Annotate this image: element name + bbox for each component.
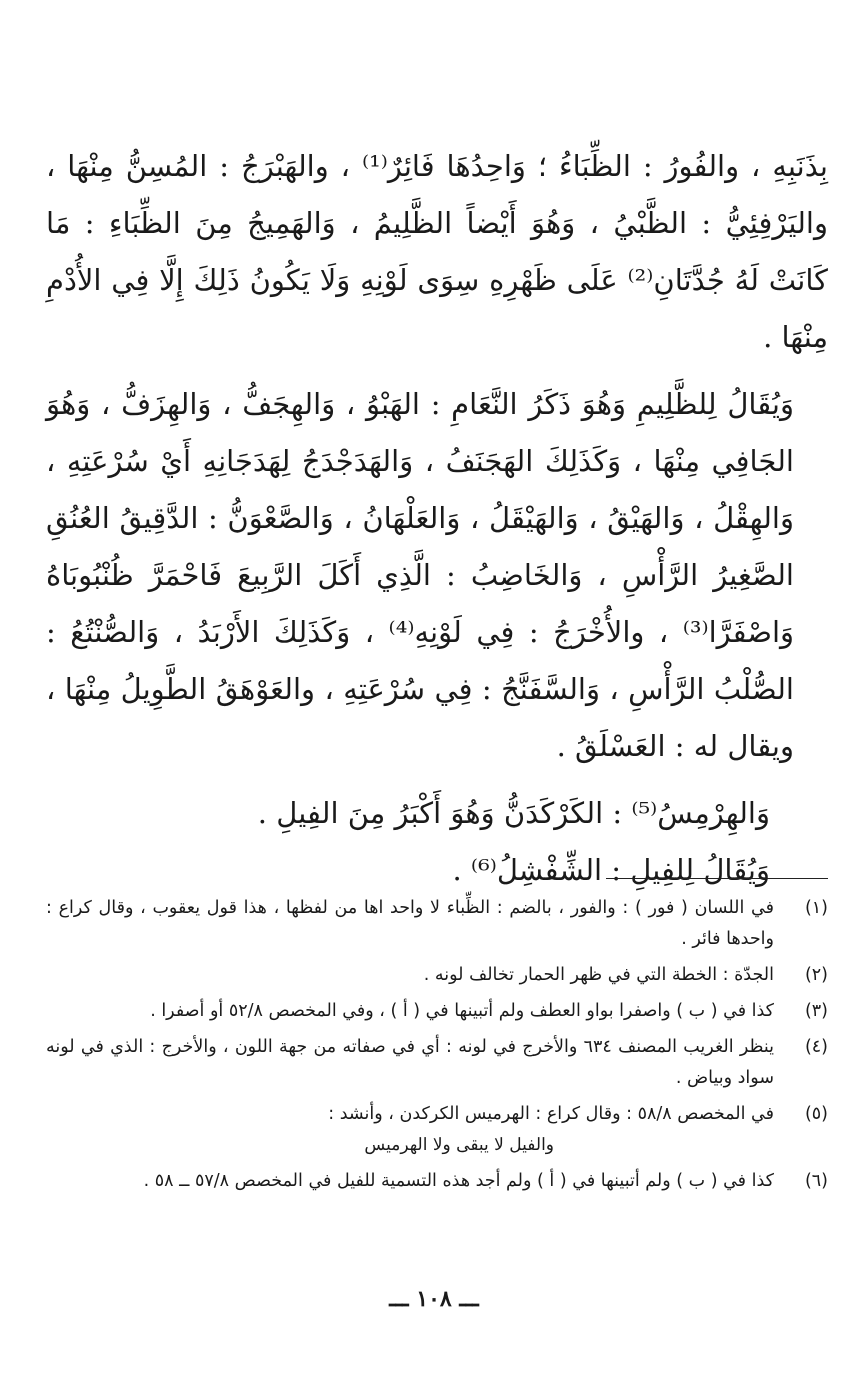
main-paragraph-4: وَيُقَالُ لِلفِيلِ : الشِّفْشِلُ⁽⁶⁾ . [452, 853, 770, 887]
footnote-number: (٦) [804, 1171, 828, 1191]
footnote-text: كذا في ( ب ) ولم أتبينها في ( أ ) ولم أجد هذه التسمية للفيل في المخصص ٥٧/٨ ــ ٥٨ . [143, 1171, 774, 1191]
footnote-number: (٣) [804, 1001, 828, 1021]
footnote-text: في اللسان ( فور ) : والفور ، بالضم : الظِّباء لا واحد اها من لفظها ، هذا قول يعقوب ، وقال كراع : واحدها فائر . [46, 898, 774, 949]
footnote-text: كذا في ( ب ) واصفرا بواو العطف ولم أتبينها في ( أ ) ، وفي المخصص ٥٢/٨ أو أصفرا . [150, 1001, 774, 1021]
footnote-text: في المخصص ٥٨/٨ : وقال كراع : الهرميس الكركدن ، وأنشد : [328, 1104, 774, 1124]
main-paragraph-1: بِذَنَبِهِ ، والفُورُ : الظِّبَاءُ ؛ وَاحِدُهَا فَائِرٌ⁽¹⁾ ، والهَبْرَجُ : المُسِنُّ مِنْهَا ، واليَرْفِئِيُّ : الظَّبْيُ ، وَهُوَ أَيْضاً الظَّلِيمُ ، وَالهَمِيجُ مِنَ الظِّبَاءِ : مَا كَانَتْ لَهُ جُدَّتَانِ⁽²⁾ عَلَى ظَهْرِهِ سِوَى لَوْنِهِ وَلَا يَكُونُ ذَلِكَ إِلَّا فِي الأُدْمِ مِنْهَا . [46, 149, 828, 354]
footnote-4 [46, 1032, 828, 1094]
footnote-5 [46, 1099, 828, 1161]
main-text [46, 138, 828, 899]
footnote-text: ينظر الغريب المصنف ٦٣٤ والأخرج في لونه : أي في صفاته من جهة اللون ، والأخرج : الذي في لونه سواد وبياض . [46, 1037, 775, 1088]
footnote-2 [46, 960, 828, 991]
footnote-6 [46, 1166, 828, 1197]
main-paragraph-3: وَالهِرْمِسُ⁽⁵⁾ : الكَرْكَدَنُّ وَهُوَ أَكْبَرُ مِنَ الفِيلِ . [257, 796, 770, 830]
footnote-number: (٢) [804, 965, 828, 985]
footnotes [46, 893, 828, 1202]
footnote-number: (٥) [804, 1104, 828, 1124]
footnote-3 [46, 996, 828, 1027]
page-number: ـــ ١٠٨ ـــ [389, 1286, 479, 1312]
footnote-1 [46, 893, 828, 955]
footnote-number: (١) [804, 898, 828, 918]
footnote-number: (٤) [804, 1037, 828, 1057]
footnote-verse: والفيل لا يبقى ولا الهرميس [364, 1135, 554, 1155]
footnote-separator [606, 878, 828, 879]
footnote-text: الجدّة : الخطة التي في ظهر الحمار تخالف لونه . [423, 965, 774, 985]
main-paragraph-2: وَيُقَالُ لِلظَّلِيمِ وَهُوَ ذَكَرُ النَّعَامِ : الهَبْوُ ، وَالهِجَفُّ ، وَالهِزَفُّ ، وَهُوَ الجَافِي مِنْهَا ، وَكَذَلِكَ الهَجَنَفُ ، وَالهَدَجْدَجُ لِهَدَجَانِهِ أَيْ سُرْعَتِهِ ، وَالهِقْلُ ، وَالهَيْقُ ، وَالهَيْقَلُ ، وَالعَلْهَانُ ، وَالصَّعْوَنُّ : الدَّقِيقُ العُنُقِ الصَّغِيرُ الرَّأْسِ ، وَالخَاضِبُ : الَّذِي أَكَلَ الرَّبِيعَ فَاحْمَرَّ ظُنْبُوبَاهُ وَاصْفَرَّا⁽³⁾ ، والأُخْرَجُ : فِي لَوْنِهِ⁽⁴⁾ ، وَكَذَلِكَ الأَرْبَدُ ، وَالصُّنْتُعُ : الصُّلْبُ الرَّأْسِ ، وَالسَّفَنَّجُ : فِي سُرْعَتِهِ ، والعَوْهَقُ الطَّوِيلُ مِنْهَا ، ويقال له : العَسْلَقُ . [46, 387, 795, 763]
footnote-body [46, 1099, 774, 1161]
